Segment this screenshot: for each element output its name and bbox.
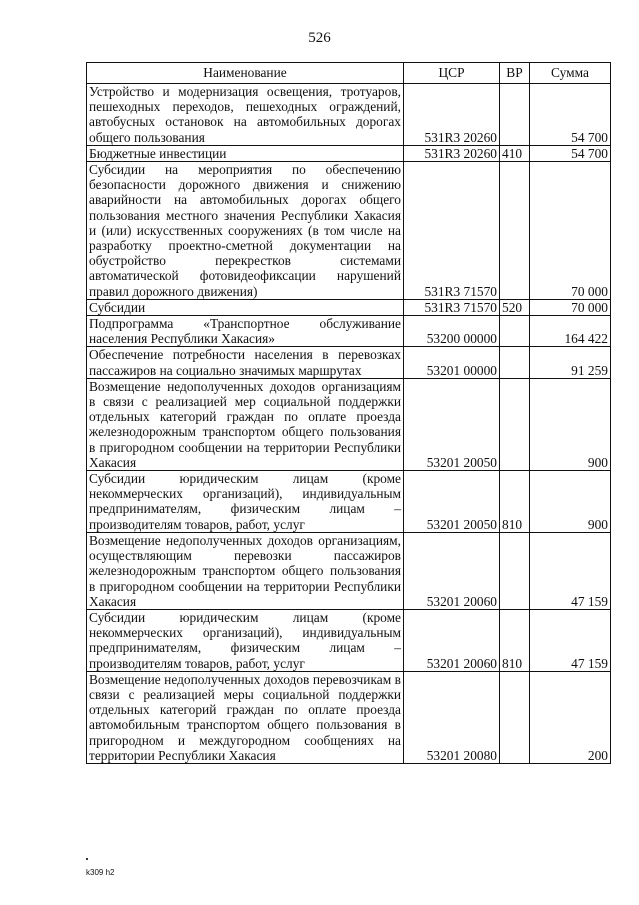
table-row [87,471,611,533]
table-row [87,378,611,470]
footer-code: k309 h2 [86,868,115,877]
row-sum: 70 000 [530,162,611,300]
row-csr: 53201 20050 [404,378,500,470]
row-name: Устройство и модернизация освещения, тротуаров, пешеходных переходов, пешеходных ограждений, автобусных остановок на автомобильных дорогах общего пользования [87,84,404,146]
table-row [87,609,611,671]
row-csr: 53201 20060 [404,609,500,671]
row-vr [500,671,530,763]
row-csr: 531R3 71570 [404,162,500,300]
row-vr: 810 [500,609,530,671]
budget-table [86,62,611,764]
table-row [87,299,611,315]
row-name: Субсидии на мероприятия по обеспечению безопасности дорожного движения и снижению аварийности на автомобильных дорогах общего пользования местного значения Республики Хакасия и (или) искусственных сооружениях (в том числе на разработку проектно-сметной документации на обустройство перекрестков системами автоматической фотовидеофиксации нарушений правил дорожного движения) [87,162,404,300]
table-row [87,145,611,161]
row-sum: 47 159 [530,609,611,671]
row-vr [500,84,530,146]
row-sum: 54 700 [530,84,611,146]
row-csr: 53201 20050 [404,471,500,533]
row-csr: 53201 20080 [404,671,500,763]
row-csr: 53201 00000 [404,347,500,378]
row-sum: 900 [530,471,611,533]
row-name: Возмещение недополученных доходов организациям в связи с реализацией мер социальной поддержки отдельных категорий граждан по оплате проезда железнодорожным транспортом общего пользования в пригородном сообщении на территории Республики Хакасия [87,378,404,470]
row-name: Возмещение недополученных доходов перевозчикам в связи с реализацией меры социальной поддержки отдельных категорий граждан по оплате проезда автомобильным транспортом общего пользования в пригородном и междугородном сообщениях на территории Республики Хакасия [87,671,404,763]
header-sum: Сумма [530,63,611,84]
table-row [87,532,611,609]
header-csr: ЦСР [404,63,500,84]
row-vr: 410 [500,145,530,161]
row-name: Обеспечение потребности населения в перевозках пассажиров на социально значимых маршрутах [87,347,404,378]
row-csr: 531R3 20260 [404,84,500,146]
row-sum: 200 [530,671,611,763]
row-sum: 900 [530,378,611,470]
row-vr [500,532,530,609]
table-row [87,316,611,347]
header-vr: ВР [500,63,530,84]
table-row [87,347,611,378]
row-name: Бюджетные инвестиции [87,145,404,161]
row-csr: 53201 20060 [404,532,500,609]
table-header-row [87,63,611,84]
table-row [87,671,611,763]
row-csr: 53200 00000 [404,316,500,347]
scan-dot [86,858,88,860]
table-row [87,162,611,300]
row-name: Субсидии юридическим лицам (кроме некоммерческих организаций), индивидуальным предпринимателям, физическим лицам – производителям товаров, работ, услуг [87,471,404,533]
row-vr [500,378,530,470]
page-number: 526 [308,30,331,46]
row-name: Субсидии [87,299,404,315]
table-row [87,84,611,146]
row-vr [500,347,530,378]
row-sum: 70 000 [530,299,611,315]
row-name: Возмещение недополученных доходов организациям, осуществляющим перевозки пассажиров железнодорожным транспортом общего пользования в пригородном сообщении на территории Республики Хакасия [87,532,404,609]
row-vr: 810 [500,471,530,533]
header-name: Наименование [87,63,404,84]
row-sum: 47 159 [530,532,611,609]
row-csr: 531R3 71570 [404,299,500,315]
row-name: Субсидии юридическим лицам (кроме некоммерческих организаций), индивидуальным предпринимателям, физическим лицам – производителям товаров, работ, услуг [87,609,404,671]
row-vr: 520 [500,299,530,315]
row-name: Подпрограмма «Транспортное обслуживание населения Республики Хакасия» [87,316,404,347]
row-csr: 531R3 20260 [404,145,500,161]
row-vr [500,162,530,300]
row-sum: 164 422 [530,316,611,347]
row-vr [500,316,530,347]
row-sum: 54 700 [530,145,611,161]
row-sum: 91 259 [530,347,611,378]
